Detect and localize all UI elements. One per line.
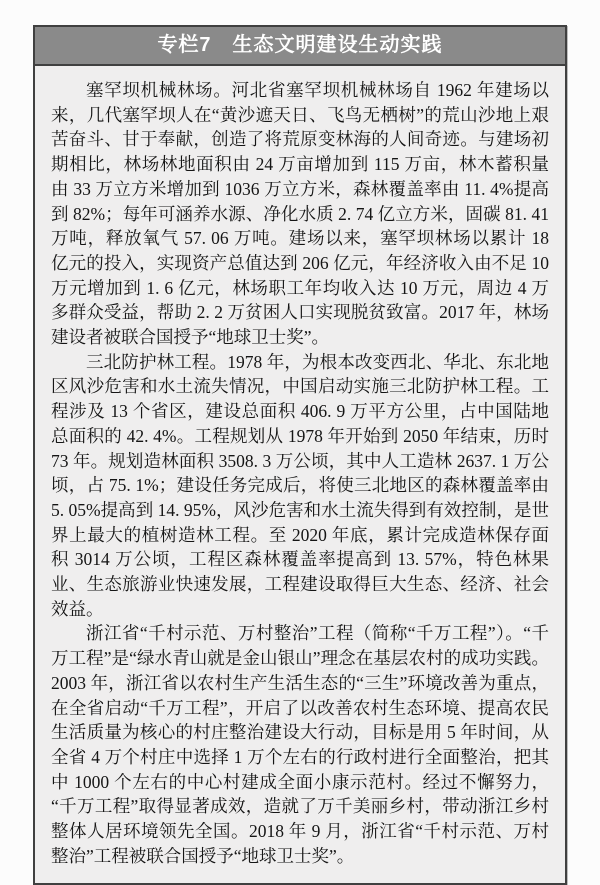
panel-title: 专栏7 生态文明建设生动实践	[35, 27, 565, 66]
paragraph-saihanba-forest-farm: 塞罕坝机械林场。河北省塞罕坝机械林场自 1962 年建场以来，几代塞罕坝人在“黄沙遮天日、飞鸟无栖树”的荒山沙地上艰苦奋斗、甘于奉献，创造了将荒原变林海的人间奇迹。与建场初期相比，林场林地面积由 24 万亩增加到 115 万亩，林木蓄积量由 33 万立方米增加到 1036 万立方米，森林覆盖率由 11. 4%提高到 82%；每年可涵养水源、净化水质 2. 74 亿立方米，固碳 81. 41 万吨，释放氧气 57. 06 万吨。建场以来，塞罕坝林场以累计 18 亿元的投入，实现资产总值达到 206 亿元，年经济收入由不足 10 万元增加到 1. 6 亿元，林场职工年均收入达 10 万元，周边 4 万多群众受益，帮助 2. 2 万贫困人口实现脱贫致富。2017 年，林场建设者被联合国授予“地球卫士奖”。	[51, 80, 549, 348]
column-panel	[33, 25, 567, 885]
paragraph-zhejiang-qianwan-project: 浙江省“千村示范、万村整治”工程（简称“千万工程”）。“千万工程”是“绿水青山就是金山银山”理念在基层农村的成功实践。2003 年，浙江省以农村生产生活生态的“三生”环境改善为重点，在全省启动“千万工程”，开启了以改善农村生态环境、提高农民生活质量为核心的村庄整治建设大行动，目标是用 5 年时间，从全省 4 万个村庄中选择 1 万个左右的行政村进行全面整治，把其中 1000 个左右的中心村建成全面小康示范村。经过不懈努力，“千万工程”取得显著成效，造就了万千美丽乡村，带动浙江乡村整体人居环境领先全国。2018 年 9 月，浙江省“千村示范、万村整治”工程被联合国授予“地球卫士奖”。	[51, 623, 549, 866]
paragraph-three-north-shelterbelt: 三北防护林工程。1978 年，为根本改变西北、华北、东北地区风沙危害和水土流失情况，中国启动实施三北防护林工程。工程涉及 13 个省区，建设总面积 406. 9 万平方公里，占中国陆地总面积的 42. 4%。工程规划从 1978 年开始到 2050 年结束，历时 73 年。规划造林面积 3508. 3 万公顷，其中人工造林 2637. 1 万公顷，占 75. 1%；建设任务完成后，将使三北地区的森林覆盖率由 5. 05%提高到 14. 95%，风沙危害和水土流失得到有效控制，是世界上最大的植树造林工程。至 2020 年底，累计完成造林保存面积 3014 万公顷，工程区森林覆盖率提高到 13. 57%，特色林果业、生态旅游业快速发展，工程建设取得巨大生态、经济、社会效益。	[51, 351, 549, 619]
panel-body	[35, 66, 565, 883]
